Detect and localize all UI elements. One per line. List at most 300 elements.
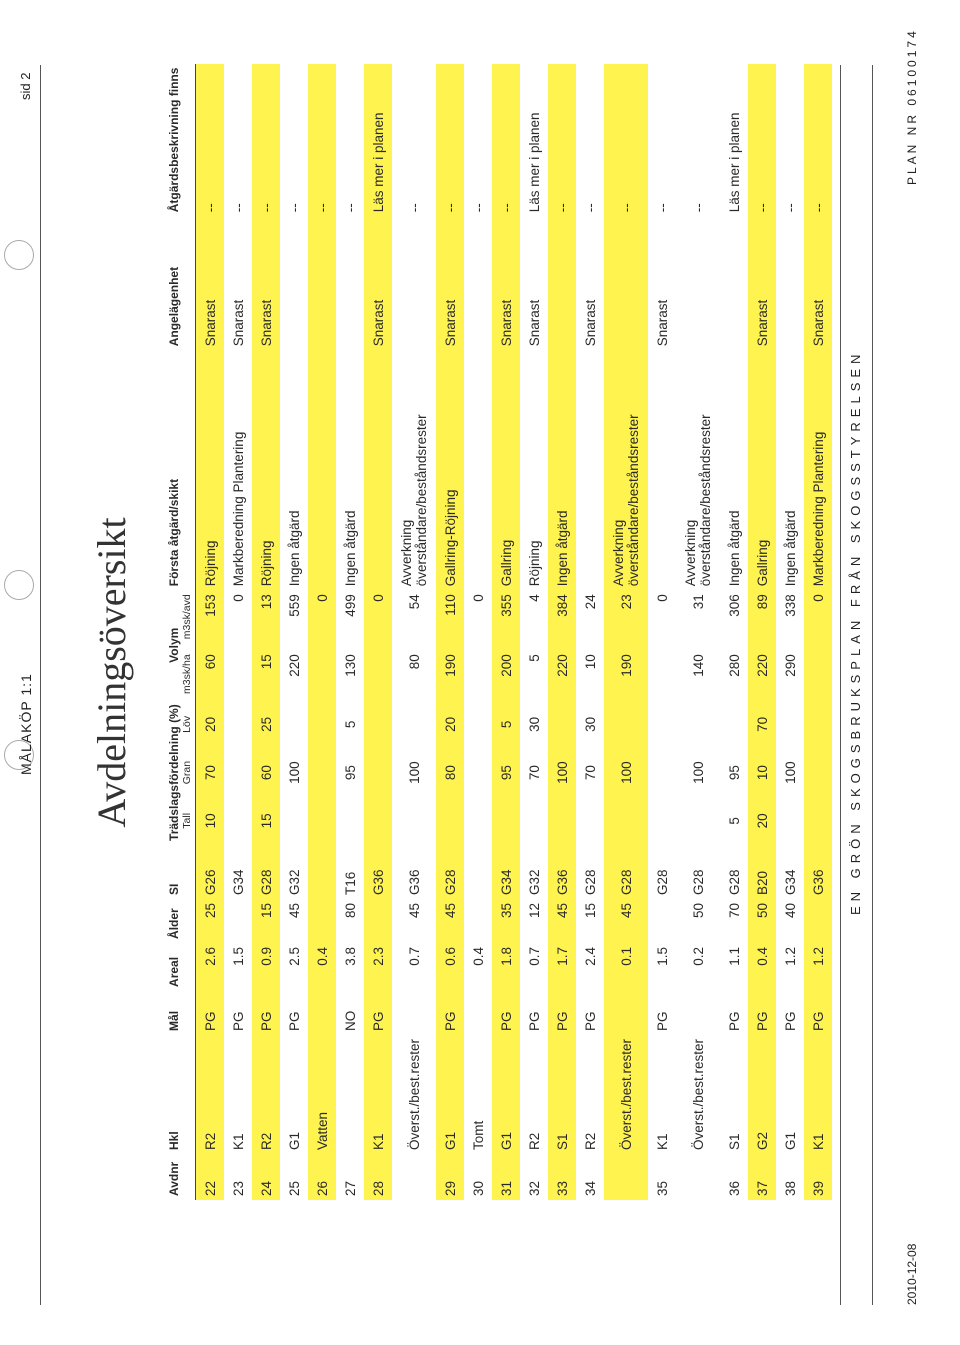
cell-area: 0.7 — [392, 943, 436, 991]
cell-spruce-percent: 60 — [252, 749, 280, 797]
cell-division-number: 24 — [252, 1154, 280, 1200]
table-row — [748, 64, 776, 1200]
col-tall: Tall — [181, 797, 196, 845]
cell-age — [464, 899, 492, 943]
cell-first-measure: Gallring-Röjning — [436, 350, 464, 590]
cell-cutting-class: Överst./best.rester — [392, 1035, 436, 1154]
cell-first-measure: Gallring — [492, 350, 520, 590]
cell-site-index: G28 — [604, 845, 648, 899]
cell-age: 15 — [576, 899, 604, 943]
cell-pine-percent — [280, 797, 308, 845]
cell-goal: PG — [224, 991, 252, 1035]
table-row — [604, 64, 648, 1200]
cell-first-measure: Markberedning Plantering — [224, 350, 252, 590]
cell-spruce-percent — [464, 749, 492, 797]
cell-goal: PG — [436, 991, 464, 1035]
cell-urgency — [280, 216, 308, 350]
cell-urgency: Snarast — [224, 216, 252, 350]
cell-measure-description: -- — [676, 64, 720, 217]
cell-area: 2.3 — [364, 943, 392, 991]
cell-goal: PG — [648, 991, 676, 1035]
cell-spruce-percent: 95 — [336, 749, 364, 797]
cell-cutting-class: Överst./best.rester — [676, 1035, 720, 1154]
cell-goal — [676, 991, 720, 1035]
cell-first-measure: Avverkning överståndare/beståndsrester — [604, 350, 648, 590]
cell-urgency — [308, 216, 336, 350]
col-gran: Gran — [181, 749, 196, 797]
cell-division-number: 33 — [548, 1154, 576, 1200]
cell-site-index: G36 — [804, 845, 832, 899]
cell-spruce-percent: 100 — [676, 749, 720, 797]
cell-first-measure: Röjning — [520, 350, 548, 590]
cell-urgency: Snarast — [520, 216, 548, 350]
cell-volume-per-ha — [308, 650, 336, 700]
cell-site-index: G36 — [364, 845, 392, 899]
cell-goal: PG — [776, 991, 804, 1035]
cell-goal: PG — [252, 991, 280, 1035]
cell-first-measure — [576, 350, 604, 590]
page-number: sid 2 — [18, 72, 33, 100]
cell-cutting-class: R2 — [520, 1035, 548, 1154]
cell-urgency: Snarast — [196, 216, 225, 350]
table-row — [224, 64, 252, 1200]
table-row — [252, 64, 280, 1200]
cell-division-number — [392, 1154, 436, 1200]
division-table — [163, 64, 832, 1200]
cell-urgency — [392, 216, 436, 350]
cell-cutting-class: G2 — [748, 1035, 776, 1154]
cell-deciduous-percent — [804, 700, 832, 748]
cell-volume-per-division: 24 — [576, 590, 604, 650]
col-mal: Mål — [163, 991, 181, 1035]
cell-spruce-percent — [224, 749, 252, 797]
cell-first-measure — [648, 350, 676, 590]
cell-deciduous-percent: 30 — [576, 700, 604, 748]
cell-area: 1.5 — [648, 943, 676, 991]
cell-site-index: G28 — [720, 845, 748, 899]
cell-volume-per-division: 338 — [776, 590, 804, 650]
cell-spruce-percent: 95 — [720, 749, 748, 797]
cell-measure-description: -- — [492, 64, 520, 217]
cell-first-measure: Avverkning överståndare/beståndsrester — [676, 350, 720, 590]
cell-site-index: G32 — [520, 845, 548, 899]
cell-pine-percent: 5 — [720, 797, 748, 845]
table-row — [392, 64, 436, 1200]
cell-site-index: G28 — [252, 845, 280, 899]
cell-goal: PG — [576, 991, 604, 1035]
cell-pine-percent: 10 — [196, 797, 225, 845]
cell-division-number — [604, 1154, 648, 1200]
cell-deciduous-percent — [280, 700, 308, 748]
cell-area: 0.2 — [676, 943, 720, 991]
cell-first-measure — [464, 350, 492, 590]
cell-volume-per-ha: 190 — [604, 650, 648, 700]
cell-area: 1.2 — [776, 943, 804, 991]
col-tradslag: Trädslagsfördelning (%) — [163, 700, 181, 845]
footer-rule-bottom — [872, 65, 873, 1305]
cell-first-measure: Markberedning Plantering — [804, 350, 832, 590]
cell-spruce-percent: 70 — [576, 749, 604, 797]
cell-first-measure: Avverkning överståndare/beståndsrester — [392, 350, 436, 590]
table-row — [520, 64, 548, 1200]
cell-area: 2.6 — [196, 943, 225, 991]
cell-deciduous-percent — [224, 700, 252, 748]
cell-pine-percent — [576, 797, 604, 845]
cell-site-index: G36 — [392, 845, 436, 899]
cell-goal: PG — [520, 991, 548, 1035]
cell-area: 0.4 — [748, 943, 776, 991]
cell-division-number: 35 — [648, 1154, 676, 1200]
cell-urgency — [720, 216, 748, 350]
cell-pine-percent — [548, 797, 576, 845]
cell-cutting-class: K1 — [364, 1035, 392, 1154]
cell-age: 45 — [548, 899, 576, 943]
cell-volume-per-ha: 80 — [392, 650, 436, 700]
cell-first-measure: Ingen åtgärd — [280, 350, 308, 590]
cell-goal: PG — [280, 991, 308, 1035]
cell-volume-per-division: 499 — [336, 590, 364, 650]
col-m3skha: m3sk/ha — [181, 650, 196, 700]
cell-volume-per-ha: 130 — [336, 650, 364, 700]
cell-deciduous-percent — [648, 700, 676, 748]
cell-measure-description: -- — [548, 64, 576, 217]
cell-measure-description: -- — [604, 64, 648, 217]
cell-measure-description: -- — [464, 64, 492, 217]
cell-deciduous-percent — [676, 700, 720, 748]
cell-deciduous-percent — [464, 700, 492, 748]
cell-measure-description: -- — [196, 64, 225, 217]
cell-deciduous-percent: 25 — [252, 700, 280, 748]
cell-deciduous-percent — [720, 700, 748, 748]
cell-first-measure: Röjning — [252, 350, 280, 590]
cell-site-index: B20 — [748, 845, 776, 899]
table-row — [464, 64, 492, 1200]
cell-urgency: Snarast — [576, 216, 604, 350]
cell-cutting-class: G1 — [492, 1035, 520, 1154]
cell-division-number: 23 — [224, 1154, 252, 1200]
cell-age: 45 — [604, 899, 648, 943]
cell-volume-per-division: 13 — [252, 590, 280, 650]
cell-urgency — [464, 216, 492, 350]
cell-goal: PG — [720, 991, 748, 1035]
cell-site-index: T16 — [336, 845, 364, 899]
cell-urgency — [776, 216, 804, 350]
cell-cutting-class: R2 — [196, 1035, 225, 1154]
col-beskrivning: Åtgärdsbeskrivning finns — [163, 64, 181, 217]
cell-pine-percent — [392, 797, 436, 845]
print-date: 2010-12-08 — [905, 1243, 919, 1305]
table-row — [436, 64, 464, 1200]
cell-volume-per-division: 89 — [748, 590, 776, 650]
col-atgard: Första åtgärd/skikt — [163, 350, 181, 590]
cell-spruce-percent: 100 — [392, 749, 436, 797]
table-row — [308, 64, 336, 1200]
cell-area: 1.5 — [224, 943, 252, 991]
cell-first-measure: Ingen åtgärd — [720, 350, 748, 590]
cell-cutting-class: K1 — [224, 1035, 252, 1154]
cell-site-index: G34 — [776, 845, 804, 899]
punch-hole — [4, 240, 34, 270]
cell-area: 0.6 — [436, 943, 464, 991]
cell-deciduous-percent: 30 — [520, 700, 548, 748]
cell-site-index: G36 — [548, 845, 576, 899]
cell-volume-per-division: 0 — [804, 590, 832, 650]
cell-volume-per-division: 355 — [492, 590, 520, 650]
cell-area: 0.7 — [520, 943, 548, 991]
cell-first-measure: Ingen åtgärd — [548, 350, 576, 590]
cell-cutting-class: R2 — [576, 1035, 604, 1154]
cell-urgency — [548, 216, 576, 350]
cell-volume-per-division: 306 — [720, 590, 748, 650]
cell-site-index: G28 — [436, 845, 464, 899]
cell-age: 50 — [676, 899, 720, 943]
col-m3skavd: m3sk/avd — [181, 590, 196, 650]
cell-cutting-class: Tomt — [464, 1035, 492, 1154]
cell-deciduous-percent — [364, 700, 392, 748]
cell-goal: PG — [364, 991, 392, 1035]
cell-measure-description: Läs mer i planen — [364, 64, 392, 217]
col-hkl: Hkl — [163, 1035, 181, 1154]
cell-cutting-class: K1 — [804, 1035, 832, 1154]
cell-volume-per-ha: 15 — [252, 650, 280, 700]
cell-urgency: Snarast — [648, 216, 676, 350]
cell-volume-per-division: 0 — [224, 590, 252, 650]
cell-area: 3.8 — [336, 943, 364, 991]
cell-age: 70 — [720, 899, 748, 943]
cell-division-number: 34 — [576, 1154, 604, 1200]
cell-urgency: Snarast — [436, 216, 464, 350]
cell-goal: PG — [492, 991, 520, 1035]
col-si: SI — [163, 845, 181, 899]
cell-volume-per-ha: 220 — [748, 650, 776, 700]
cell-spruce-percent: 100 — [548, 749, 576, 797]
cell-spruce-percent — [364, 749, 392, 797]
cell-age — [804, 899, 832, 943]
plan-number: PLAN NR 06100174 — [905, 28, 919, 185]
cell-division-number: 37 — [748, 1154, 776, 1200]
footer-slogan: EN GRÖN SKOGSBRUKSPLAN FRÅN SKOGSSTYRELSEN — [848, 349, 863, 915]
cell-spruce-percent — [804, 749, 832, 797]
cell-area: 1.1 — [720, 943, 748, 991]
table-row — [576, 64, 604, 1200]
punch-hole — [4, 570, 34, 600]
cell-volume-per-ha: 290 — [776, 650, 804, 700]
cell-area: 1.2 — [804, 943, 832, 991]
cell-pine-percent — [308, 797, 336, 845]
cell-division-number: 25 — [280, 1154, 308, 1200]
cell-division-number: 31 — [492, 1154, 520, 1200]
footer-rule — [840, 65, 841, 1305]
cell-volume-per-ha — [364, 650, 392, 700]
cell-volume-per-ha — [464, 650, 492, 700]
table-row — [336, 64, 364, 1200]
cell-goal: PG — [196, 991, 225, 1035]
cell-area: 0.9 — [252, 943, 280, 991]
cell-urgency: Snarast — [364, 216, 392, 350]
cell-site-index: G28 — [648, 845, 676, 899]
cell-cutting-class: G1 — [776, 1035, 804, 1154]
page-title: Avdelningsöversikt — [89, 517, 134, 828]
cell-age — [648, 899, 676, 943]
cell-pine-percent — [224, 797, 252, 845]
header-rule — [40, 65, 41, 1305]
cell-volume-per-ha — [224, 650, 252, 700]
cell-cutting-class: K1 — [648, 1035, 676, 1154]
cell-cutting-class: R2 — [252, 1035, 280, 1154]
cell-area: 0.4 — [464, 943, 492, 991]
cell-spruce-percent: 80 — [436, 749, 464, 797]
cell-volume-per-division: 153 — [196, 590, 225, 650]
cell-division-number: 39 — [804, 1154, 832, 1200]
cell-pine-percent — [436, 797, 464, 845]
cell-site-index: G32 — [280, 845, 308, 899]
cell-urgency: Snarast — [804, 216, 832, 350]
cell-volume-per-ha — [804, 650, 832, 700]
cell-deciduous-percent: 20 — [196, 700, 225, 748]
cell-division-number: 38 — [776, 1154, 804, 1200]
cell-urgency: Snarast — [748, 216, 776, 350]
cell-division-number: 29 — [436, 1154, 464, 1200]
table-body — [196, 64, 833, 1200]
cell-spruce-percent: 70 — [520, 749, 548, 797]
cell-urgency — [676, 216, 720, 350]
cell-pine-percent — [520, 797, 548, 845]
cell-volume-per-division: 4 — [520, 590, 548, 650]
cell-volume-per-division: 54 — [392, 590, 436, 650]
cell-measure-description: -- — [336, 64, 364, 217]
cell-volume-per-ha: 140 — [676, 650, 720, 700]
cell-cutting-class: S1 — [548, 1035, 576, 1154]
cell-spruce-percent: 95 — [492, 749, 520, 797]
cell-goal — [392, 991, 436, 1035]
cell-urgency — [336, 216, 364, 350]
cell-goal: NO — [336, 991, 364, 1035]
cell-age — [224, 899, 252, 943]
cell-measure-description: -- — [308, 64, 336, 217]
cell-urgency: Snarast — [492, 216, 520, 350]
cell-volume-per-ha: 220 — [280, 650, 308, 700]
cell-pine-percent — [604, 797, 648, 845]
cell-volume-per-division: 0 — [648, 590, 676, 650]
col-lov: Löv — [181, 700, 196, 748]
cell-division-number: 32 — [520, 1154, 548, 1200]
cell-measure-description: -- — [776, 64, 804, 217]
cell-site-index: G34 — [492, 845, 520, 899]
cell-age: 80 — [336, 899, 364, 943]
cell-age: 45 — [392, 899, 436, 943]
cell-pine-percent — [492, 797, 520, 845]
cell-pine-percent — [648, 797, 676, 845]
cell-area: 1.8 — [492, 943, 520, 991]
cell-division-number: 22 — [196, 1154, 225, 1200]
cell-cutting-class: G1 — [280, 1035, 308, 1154]
cell-volume-per-ha: 200 — [492, 650, 520, 700]
cell-goal: PG — [748, 991, 776, 1035]
cell-volume-per-division: 384 — [548, 590, 576, 650]
cell-pine-percent: 15 — [252, 797, 280, 845]
cell-age: 12 — [520, 899, 548, 943]
col-areal: Areal — [163, 943, 181, 991]
cell-age: 50 — [748, 899, 776, 943]
cell-spruce-percent: 100 — [776, 749, 804, 797]
cell-deciduous-percent: 5 — [336, 700, 364, 748]
property-title: MÅLAKÖP 1:1 — [18, 673, 34, 775]
cell-cutting-class: Överst./best.rester — [604, 1035, 648, 1154]
cell-pine-percent — [464, 797, 492, 845]
cell-first-measure: Gallring — [748, 350, 776, 590]
table-row — [364, 64, 392, 1200]
cell-measure-description: -- — [648, 64, 676, 217]
cell-deciduous-percent — [776, 700, 804, 748]
cell-goal: PG — [548, 991, 576, 1035]
cell-area: 2.5 — [280, 943, 308, 991]
cell-volume-per-ha: 10 — [576, 650, 604, 700]
table-row — [492, 64, 520, 1200]
cell-deciduous-percent — [308, 700, 336, 748]
table-row — [804, 64, 832, 1200]
cell-first-measure: Ingen åtgärd — [336, 350, 364, 590]
cell-first-measure: Ingen åtgärd — [776, 350, 804, 590]
cell-deciduous-percent: 20 — [436, 700, 464, 748]
cell-goal — [308, 991, 336, 1035]
table-row — [280, 64, 308, 1200]
cell-measure-description: -- — [436, 64, 464, 217]
cell-volume-per-division: 31 — [676, 590, 720, 650]
cell-site-index: G26 — [196, 845, 225, 899]
cell-area: 2.4 — [576, 943, 604, 991]
cell-spruce-percent: 10 — [748, 749, 776, 797]
table-row — [720, 64, 748, 1200]
cell-area: 1.7 — [548, 943, 576, 991]
cell-goal — [464, 991, 492, 1035]
cell-division-number — [676, 1154, 720, 1200]
cell-goal — [604, 991, 648, 1035]
cell-deciduous-percent — [604, 700, 648, 748]
cell-deciduous-percent: 5 — [492, 700, 520, 748]
cell-area: 0.1 — [604, 943, 648, 991]
cell-division-number: 28 — [364, 1154, 392, 1200]
cell-age: 35 — [492, 899, 520, 943]
cell-volume-per-division: 110 — [436, 590, 464, 650]
cell-volume-per-ha: 60 — [196, 650, 225, 700]
cell-pine-percent — [336, 797, 364, 845]
cell-measure-description: Läs mer i planen — [520, 64, 548, 217]
cell-area: 0.4 — [308, 943, 336, 991]
cell-age: 45 — [436, 899, 464, 943]
cell-first-measure — [308, 350, 336, 590]
cell-site-index: G34 — [224, 845, 252, 899]
cell-age — [364, 899, 392, 943]
cell-division-number: 26 — [308, 1154, 336, 1200]
cell-age: 25 — [196, 899, 225, 943]
cell-pine-percent — [776, 797, 804, 845]
cell-pine-percent — [364, 797, 392, 845]
cell-measure-description: -- — [224, 64, 252, 217]
cell-age: 45 — [280, 899, 308, 943]
table-row — [196, 64, 225, 1200]
cell-spruce-percent: 100 — [604, 749, 648, 797]
cell-urgency: Snarast — [252, 216, 280, 350]
col-alder: Ålder — [163, 899, 181, 943]
table-row — [776, 64, 804, 1200]
cell-deciduous-percent — [392, 700, 436, 748]
cell-deciduous-percent: 70 — [748, 700, 776, 748]
cell-division-number: 36 — [720, 1154, 748, 1200]
col-angelagenhet: Angelägenhet — [163, 216, 181, 350]
cell-measure-description: -- — [252, 64, 280, 217]
cell-age: 40 — [776, 899, 804, 943]
cell-volume-per-division: 0 — [464, 590, 492, 650]
